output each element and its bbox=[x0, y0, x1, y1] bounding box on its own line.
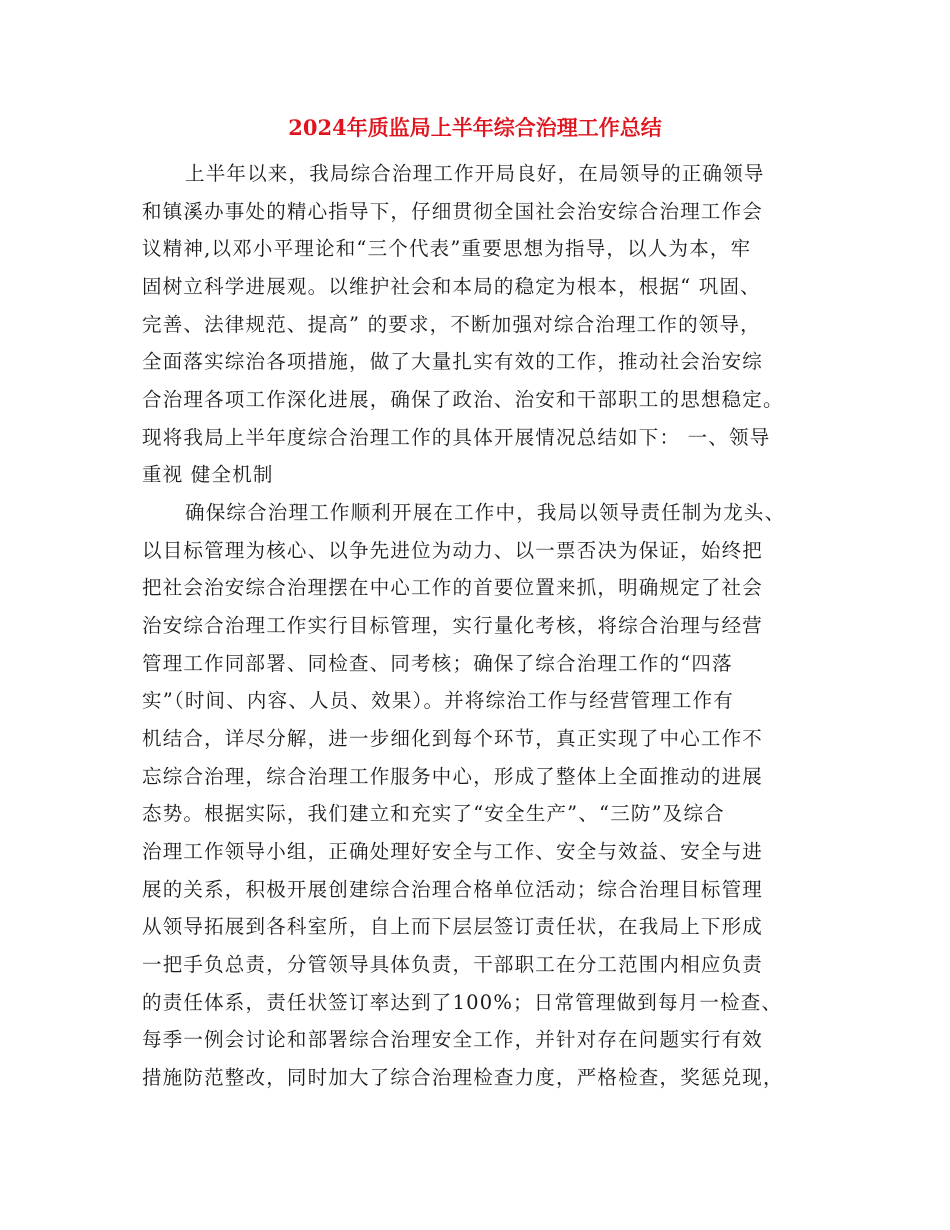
text-line: 和镇溪办事处的精心指导下，仔细贯彻全国社会治安综合治理工作会 bbox=[142, 200, 764, 223]
text-line: 治理工作领导小组，正确处理好安全与工作、安全与效益、安全与进 bbox=[142, 840, 764, 863]
text-line: 管理工作同部署、同检查、同考核；确保了综合治理工作的“四落 bbox=[142, 652, 733, 675]
document-title: 2024年质监局上半年综合治理工作总结 bbox=[288, 115, 662, 140]
text-line: 机结合，详尽分解，进一步细化到每个环节，真正实现了中心工作不 bbox=[142, 727, 764, 750]
text-line: 的责任体系，责任状签订率达到了100%；日常管理做到每月一检查、 bbox=[142, 991, 783, 1014]
text-line: 忘综合治理，综合治理工作服务中心，形成了整体上全面推动的进展 bbox=[142, 765, 764, 788]
text-line: 议精神,以邓小平理论和“三个代表”重要思想为指导，以人为本，牢 bbox=[142, 237, 752, 260]
text-line: 一把手负总责，分管领导具体负责，干部职工在分工范围内相应负责 bbox=[142, 953, 764, 976]
text-line: 从领导拓展到各科室所，自上而下层层签订责任状，在我局上下形成 bbox=[142, 915, 764, 938]
text-line: 每季一例会讨论和部署综合治理安全工作，并针对存在问题实行有效 bbox=[142, 1028, 764, 1051]
text-line: 重视 健全机制 bbox=[142, 463, 274, 486]
text-line: 把社会治安综合治理摆在中心工作的首要位置来抓，明确规定了社会 bbox=[142, 576, 764, 599]
text-line: 措施防范整改，同时加大了综合治理检查力度，严格检查，奖惩兑现， bbox=[142, 1066, 784, 1089]
text-line: 治安综合治理工作实行目标管理，实行量化考核，将综合治理与经营 bbox=[142, 614, 764, 637]
text-line: 现将我局上半年度综合治理工作的具体开展情况总结如下： 一、领导 bbox=[142, 426, 771, 449]
text-line: 固树立科学进展观。以维护社会和本局的稳定为根本，根据“ 巩固、 bbox=[142, 275, 761, 298]
text-line: 以目标管理为核心、以争先进位为动力、以一票否决为保证，始终把 bbox=[142, 539, 764, 562]
text-line: 态势。根据实际，我们建立和充实了“安全生产”、“三防”及综合 bbox=[142, 802, 725, 825]
text-line: 展的关系，积极开展创建综合治理合格单位活动；综合治理目标管理 bbox=[142, 878, 764, 901]
text-line: 完善、法律规范、提高” 的要求，不断加强对综合治理工作的领导， bbox=[142, 313, 761, 336]
text-line: 实”（时间、内容、人员、效果）。并将综治工作与经营管理工作有 bbox=[142, 689, 734, 712]
text-line: 合治理各项工作深化进展，确保了政治、治安和干部职工的思想稳定。 bbox=[142, 388, 784, 411]
text-line: 全面落实综治各项措施，做了大量扎实有效的工作，推动社会治安综 bbox=[142, 350, 764, 373]
text-line: 上半年以来，我局综合治理工作开局良好，在局领导的正确领导 bbox=[185, 162, 765, 185]
text-line: 确保综合治理工作顺利开展在工作中，我局以领导责任制为龙头、 bbox=[185, 501, 786, 524]
